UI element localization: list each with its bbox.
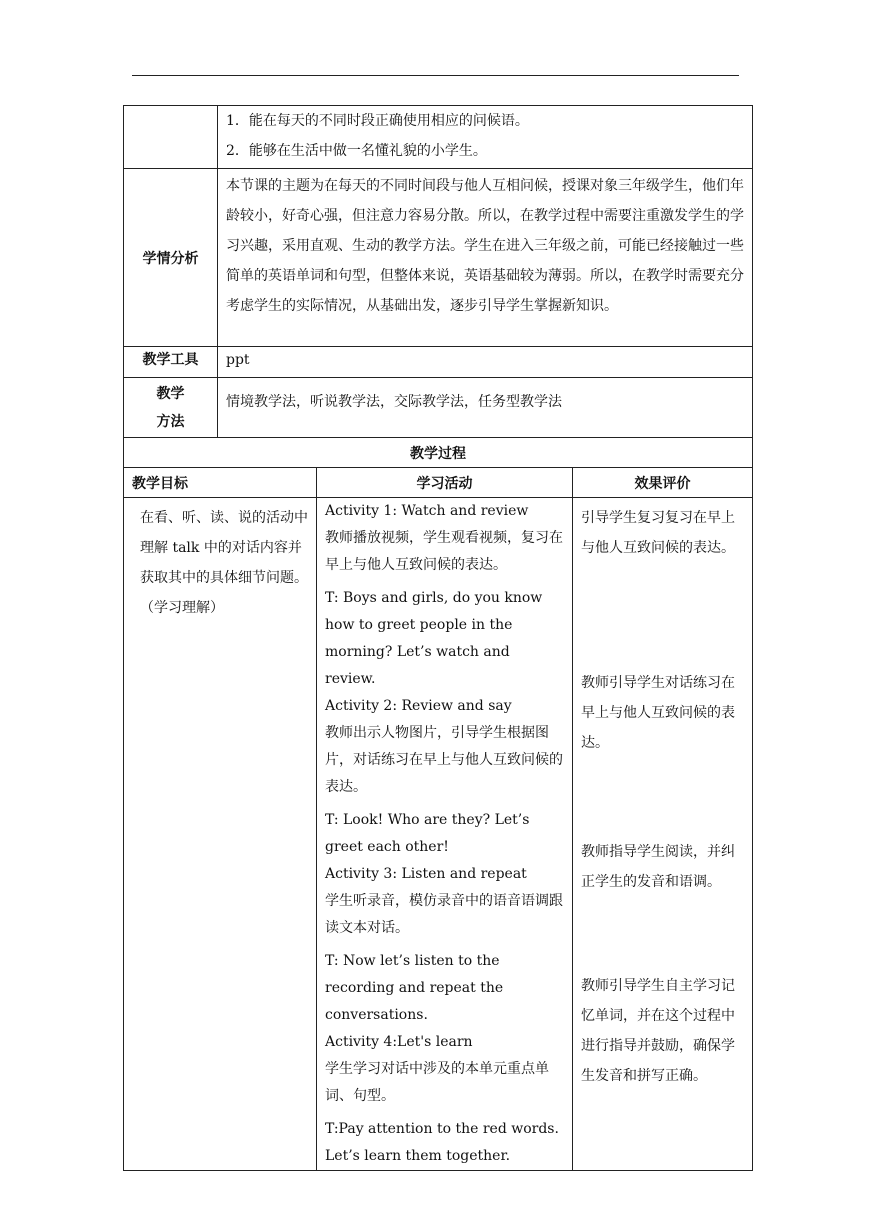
goal-text: 在看、听、读、说的活动中理解 talk 中的对话内容并获取其中的具体细节问题。（学习理解） — [140, 510, 308, 616]
analysis-cell — [218, 169, 753, 347]
activity-block — [325, 498, 564, 693]
objectives-label-cell — [124, 106, 218, 169]
process-title: 教学过程 — [124, 438, 753, 468]
evaluation-text: 教师指导学生阅读，并纠正学生的发音和语调。 — [581, 844, 735, 890]
activity-desc: 教师出示人物图片，引导学生根据图片，对话练习在早上与他人互致问候的表达。 — [325, 725, 563, 795]
activity-teacher-line: T: Now let’s listen to the recording and repeat the conversations. — [325, 953, 504, 1023]
evaluation-item — [573, 971, 752, 1091]
tools-label: 教学工具 — [124, 347, 218, 378]
activity-block — [325, 693, 564, 861]
tools-cell — [218, 347, 753, 378]
activity-block — [325, 1029, 564, 1170]
goal-cell — [124, 498, 317, 1171]
evaluation-item — [573, 498, 752, 668]
activity-title: Activity 2: Review and say — [325, 698, 512, 714]
evaluation-item — [573, 837, 752, 971]
activity-block — [325, 861, 564, 1029]
methods-label-cell — [124, 378, 218, 438]
analysis-text: 本节课的主题为在每天的不同时间段与他人互相问候，授课对象三年级学生，他们年龄较小，好奇心强，但注意力容易分散。所以，在教学过程中需要注重激发学生的学习兴趣，采用直观、生动的教学方法。学生在进入三年级之前，可能已经接触过一些简单的英语单词和句型，但整体来说，英语基础较为薄弱。所以，在教学时需要充分考虑学生的实际情况，从基础出发，逐步引导学生掌握新知识。 — [226, 178, 744, 314]
tools-value: ppt — [226, 352, 250, 368]
methods-value: 情境教学法，听说教学法，交际教学法，任务型教学法 — [226, 394, 562, 410]
activity-title: Activity 3: Listen and repeat — [325, 866, 527, 882]
header-rule — [132, 75, 739, 76]
col-header-activity: 学习活动 — [317, 468, 573, 498]
activity-desc: 学生学习对话中涉及的本单元重点单词、句型。 — [325, 1061, 549, 1104]
methods-cell — [218, 378, 753, 438]
lesson-plan-table — [123, 105, 753, 1171]
objectives-cell — [218, 106, 753, 169]
evaluation-text: 教师引导学生自主学习记忆单词，并在这个过程中进行指导并鼓励，确保学生发音和拼写正确。 — [581, 978, 735, 1084]
activity-teacher-line: T: Boys and girls, do you know how to greet people in the morning? Let’s watch and review. — [325, 590, 543, 687]
activity-title: Activity 1: Watch and review — [325, 503, 529, 519]
process-content-row — [124, 498, 753, 1171]
col-header-eval: 效果评价 — [573, 468, 753, 498]
activity-desc: 学生听录音，模仿录音中的语音语调跟读文本对话。 — [325, 893, 563, 936]
methods-label-line2: 方法 — [156, 414, 185, 430]
evaluation-text: 教师引导学生对话练习在早上与他人互致问候的表达。 — [581, 675, 735, 751]
col-header-goal: 教学目标 — [124, 468, 317, 498]
analysis-row — [124, 169, 753, 347]
activity-title: Activity 4:Let's learn — [325, 1034, 473, 1050]
objectives-row — [124, 106, 753, 169]
evaluation-item — [573, 668, 752, 837]
process-header-row — [124, 468, 753, 498]
activity-desc: 教师播放视频，学生观看视频，复习在早上与他人互致问候的表达。 — [325, 530, 563, 573]
tools-row — [124, 347, 753, 378]
methods-row — [124, 378, 753, 438]
activities-cell — [317, 498, 573, 1171]
objective-item: 2．能够在生活中做一名懂礼貌的小学生。 — [226, 143, 487, 159]
process-title-row — [124, 438, 753, 468]
activity-teacher-line: T:Pay attention to the red words. Let’s learn them together. — [325, 1121, 559, 1164]
methods-label-line1: 教学 — [156, 386, 185, 402]
evaluations-cell — [573, 498, 753, 1171]
activity-teacher-line: T: Look! Who are they? Let’s greet each other! — [325, 812, 530, 855]
analysis-label: 学情分析 — [124, 169, 218, 347]
objective-item: 1．能在每天的不同时段正确使用相应的问候语。 — [226, 113, 529, 129]
evaluation-text: 引导学生复习复习在早上与他人互致问候的表达。 — [581, 510, 735, 556]
